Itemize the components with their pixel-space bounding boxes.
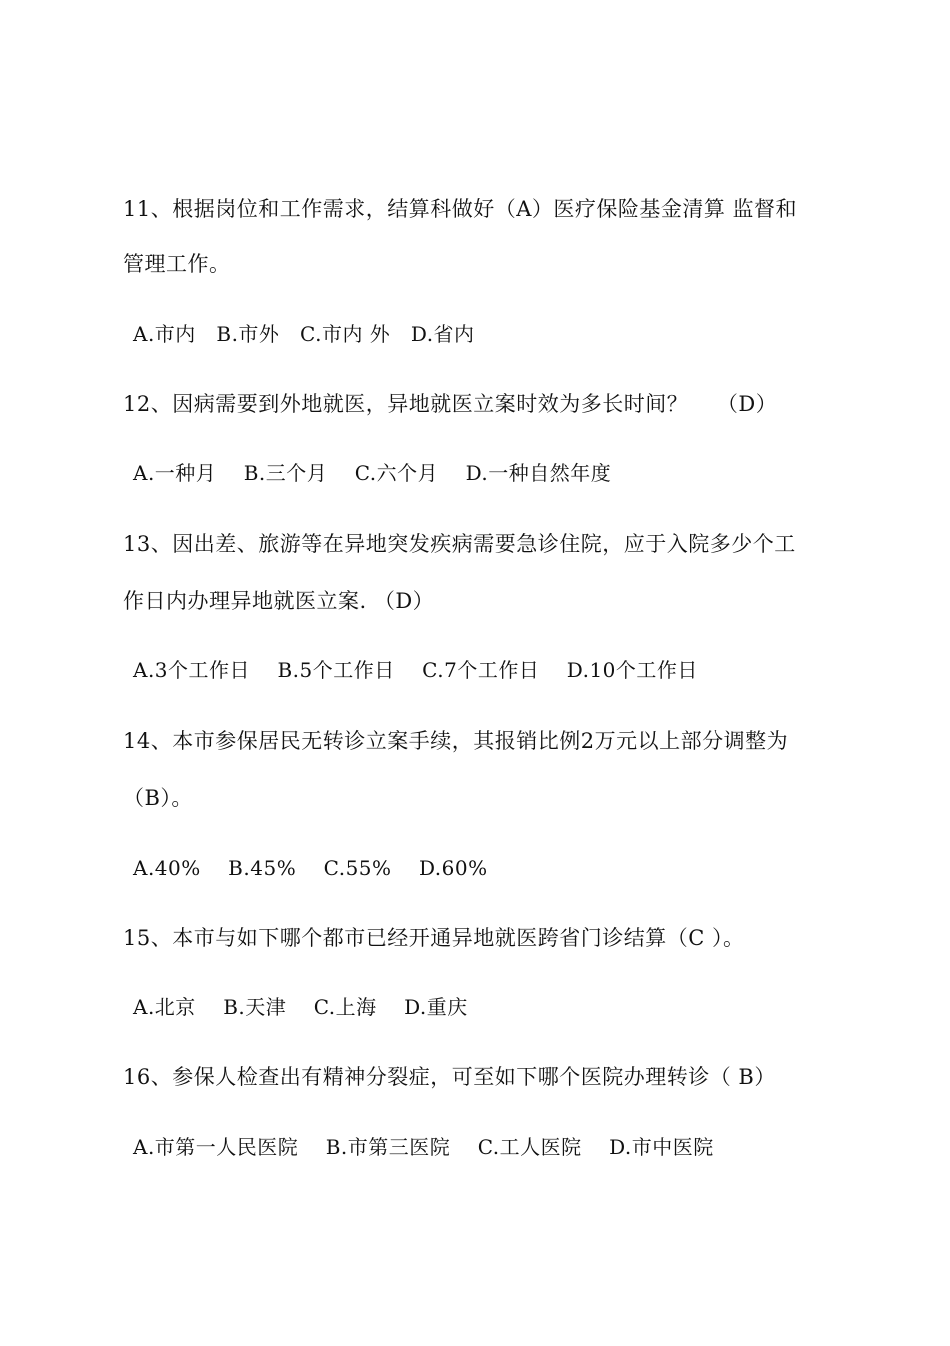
question-15-options: A.北京 B.天津 C.上海 D.重庆 (133, 995, 468, 1019)
question-14-line-2: （B）。 (123, 786, 193, 810)
question-12-line-1: 12、因病需要到外地就医，异地就医立案时效为多长时间？ （D） (123, 392, 778, 416)
question-16-options: A.市第一人民医院 B.市第三医院 C.工人医院 D.市中医院 (133, 1135, 714, 1159)
question-13-options: A.3个工作日 B.5个工作日 C.7个工作日 D.10个工作日 (133, 658, 698, 682)
question-11-line-2: 管理工作。 (123, 252, 231, 276)
question-16-line-1: 16、参保人检查出有精神分裂症，可至如下哪个医院办理转诊（ B） (123, 1065, 776, 1089)
question-13-line-1: 13、因出差、旅游等在异地突发疾病需要急诊住院，应于入院多少个工 (123, 532, 796, 556)
question-11-options: A.市内 B.市外 C.市内 外 D.省内 (133, 322, 475, 346)
question-15-line-1: 15、本市与如下哪个都市已经开通异地就医跨省门诊结算（C ）。 (123, 926, 745, 950)
question-11-line-1: 11、根据岗位和工作需求，结算科做好（A）医疗保险基金清算 监督和 (123, 197, 798, 221)
question-12-options: A.一种月 B.三个月 C.六个月 D.一种自然年度 (133, 461, 612, 485)
question-13-line-2: 作日内办理异地就医立案. （D） (123, 589, 435, 613)
question-14-line-1: 14、本市参保居民无转诊立案手续，其报销比例2万元以上部分调整为 (123, 729, 789, 753)
question-14-options: A.40% B.45% C.55% D.60% (133, 856, 488, 880)
